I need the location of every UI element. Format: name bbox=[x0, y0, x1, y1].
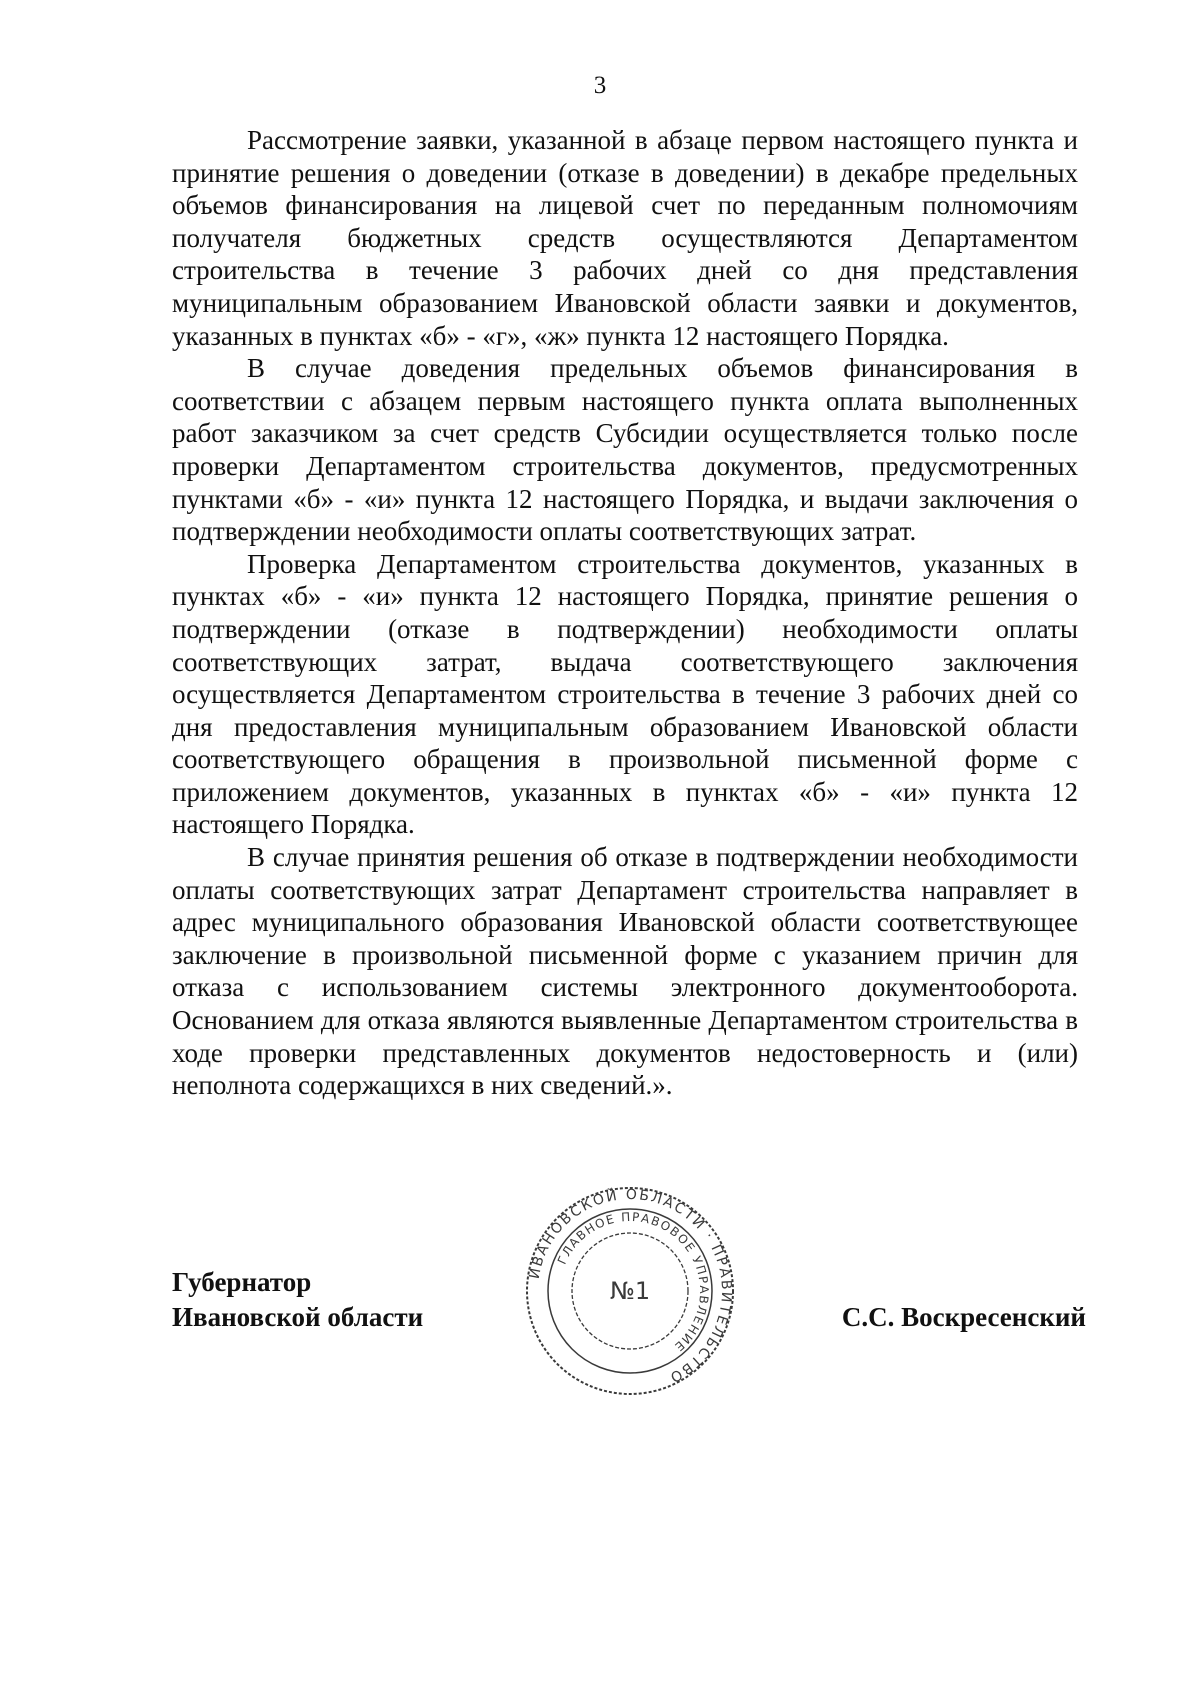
signatory-title-line-2: Ивановской области bbox=[172, 1302, 424, 1332]
signatory-name: С.С. Воскресенский bbox=[841, 1302, 1086, 1332]
page-number: 3 bbox=[593, 72, 607, 99]
seal-inner-text: ГЛАВНОЕ ПРАВОВОЕ УПРАВЛЕНИЕ bbox=[554, 1209, 712, 1355]
document-body bbox=[172, 124, 1078, 1102]
paragraph-2: В случае доведения предельных объемов финансирования в соответствии с абзацем первым настоящего пункта оплата выполненных работ заказчиком за счет средств Субсидии осуществляется только после проверки Департаментом строительства документов, предусмотренных пунктами «б» - «и» пункта 12 настоящего Порядка, и выдачи заключения о подтверждении необходимости оплаты соответствующих затрат. bbox=[172, 353, 1078, 547]
signatory-title-line-1: Губернатор bbox=[172, 1267, 312, 1297]
seal-number: №1 bbox=[609, 1277, 651, 1305]
paragraph-4: В случае принятия решения об отказе в подтверждении необходимости оплаты соответствующих затрат Департамент строительства направляет в адрес муниципального образования Ивановской области соответствующее заключение в произвольной письменной форме с указанием причин для отказа с использованием системы электронного документооборота. Основанием для отказа являются выявленные Департаментом строительства в ходе проверки представленных документов недостоверность и (или) неполнота содержащихся в них сведений.». bbox=[172, 842, 1078, 1101]
signatory-title bbox=[172, 1265, 423, 1335]
signature-block bbox=[172, 1265, 1086, 1332]
paragraph-1: Рассмотрение заявки, указанной в абзаце первом настоящего пункта и принятие решения о доведении (отказе в доведении) в декабре предельных объемов финансирования на лицевой счет по переданным полномочиям получателя бюджетных средств осуществляются Департаментом строительства в течение 3 рабочих дней со дня представления муниципальным образованием Ивановской области заявки и документов, указанных в пунктах «б» - «г», «ж» пункта 12 настоящего Порядка. bbox=[172, 125, 1078, 351]
paragraph-3: Проверка Департаментом строительства документов, указанных в пунктах «б» - «и» пункта 12 настоящего Порядка, принятие решения о подтверждении (отказе в подтверждении) необходимости оплаты соответствующих затрат, выдача соответствующего заключения осуществляется Департаментом строительства в течение 3 рабочих дней со дня предоставления муниципальным образованием Ивановской области соответствующего обращения в произвольной письменной форме с приложением документов, указанных в пунктах «б» - «и» пункта 12 настоящего Порядка. bbox=[172, 548, 1078, 840]
seal-outer-text: ИВАНОВСКОЙ ОБЛАСТИ · ПРАВИТЕЛЬСТВО bbox=[526, 1186, 735, 1386]
